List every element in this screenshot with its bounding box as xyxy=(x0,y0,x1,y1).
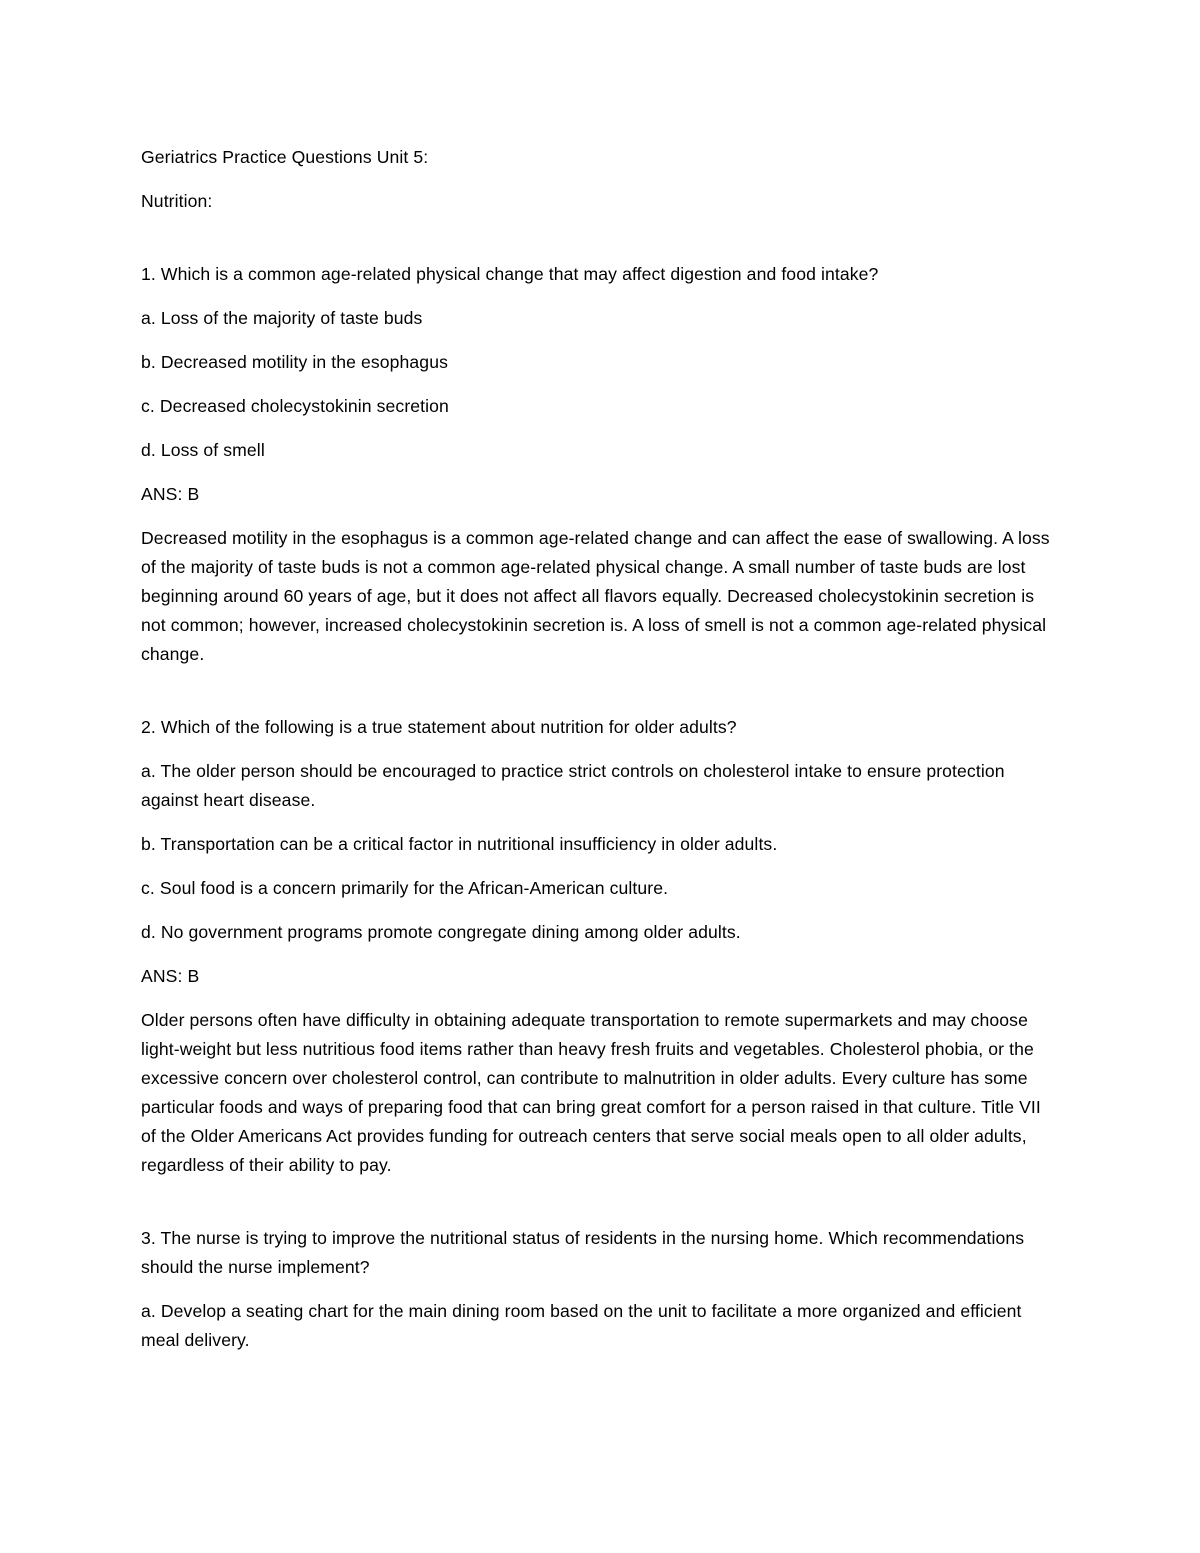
rationale: Decreased motility in the esophagus is a common age-related change and can affect the ease of swallowing. A loss of the majority of taste buds is not a common age-related physical change. A small number of taste buds are lost beginning around 60 years of age, but it does not affect all flavors equally. Decreased cholecystokinin secretion is not common; however, increased cholecystokinin secretion is. A loss of smell is not a common age-related physical change. xyxy=(141,528,1050,664)
question-3 xyxy=(141,1224,1056,1355)
answer-option: b. Transportation can be a critical factor in nutritional insufficiency in older adults. xyxy=(141,834,778,854)
question-stem: 1. Which is a common age-related physical change that may affect digestion and food intake? xyxy=(141,264,879,284)
question-stem: 2. Which of the following is a true statement about nutrition for older adults? xyxy=(141,717,737,737)
answer-option: b. Decreased motility in the esophagus xyxy=(141,352,448,372)
question-1 xyxy=(141,260,1056,669)
answer-key: ANS: B xyxy=(141,966,200,986)
answer-option: a. The older person should be encouraged to practice strict controls on cholesterol intake to ensure protection against heart disease. xyxy=(141,761,1005,810)
answer-option: c. Soul food is a concern primarily for the African-American culture. xyxy=(141,878,669,898)
document-title: Geriatrics Practice Questions Unit 5: xyxy=(141,147,429,167)
answer-option: d. Loss of smell xyxy=(141,440,265,460)
section-heading: Nutrition: xyxy=(141,191,213,211)
question-2 xyxy=(141,713,1056,1180)
answer-option: a. Loss of the majority of taste buds xyxy=(141,308,423,328)
answer-key: ANS: B xyxy=(141,484,200,504)
answer-option: a. Develop a seating chart for the main dining room based on the unit to facilitate a more organized and efficient meal delivery. xyxy=(141,1301,1022,1350)
document-page xyxy=(141,143,1056,1370)
answer-option: c. Decreased cholecystokinin secretion xyxy=(141,396,449,416)
rationale: Older persons often have difficulty in obtaining adequate transportation to remote supermarkets and may choose light-weight but less nutritious food items rather than heavy fresh fruits and vegetables. Cholesterol phobia, or the excessive concern over cholesterol control, can contribute to malnutrition in older adults. Every culture has some particular foods and ways of preparing food that can bring great comfort for a person raised in that culture. Title VII of the Older Americans Act provides funding for outreach centers that serve social meals open to all older adults, regardless of their ability to pay. xyxy=(141,1010,1041,1175)
question-stem: 3. The nurse is trying to improve the nutritional status of residents in the nursing home. Which recommendations should the nurse implement? xyxy=(141,1228,1025,1277)
answer-option: d. No government programs promote congregate dining among older adults. xyxy=(141,922,741,942)
